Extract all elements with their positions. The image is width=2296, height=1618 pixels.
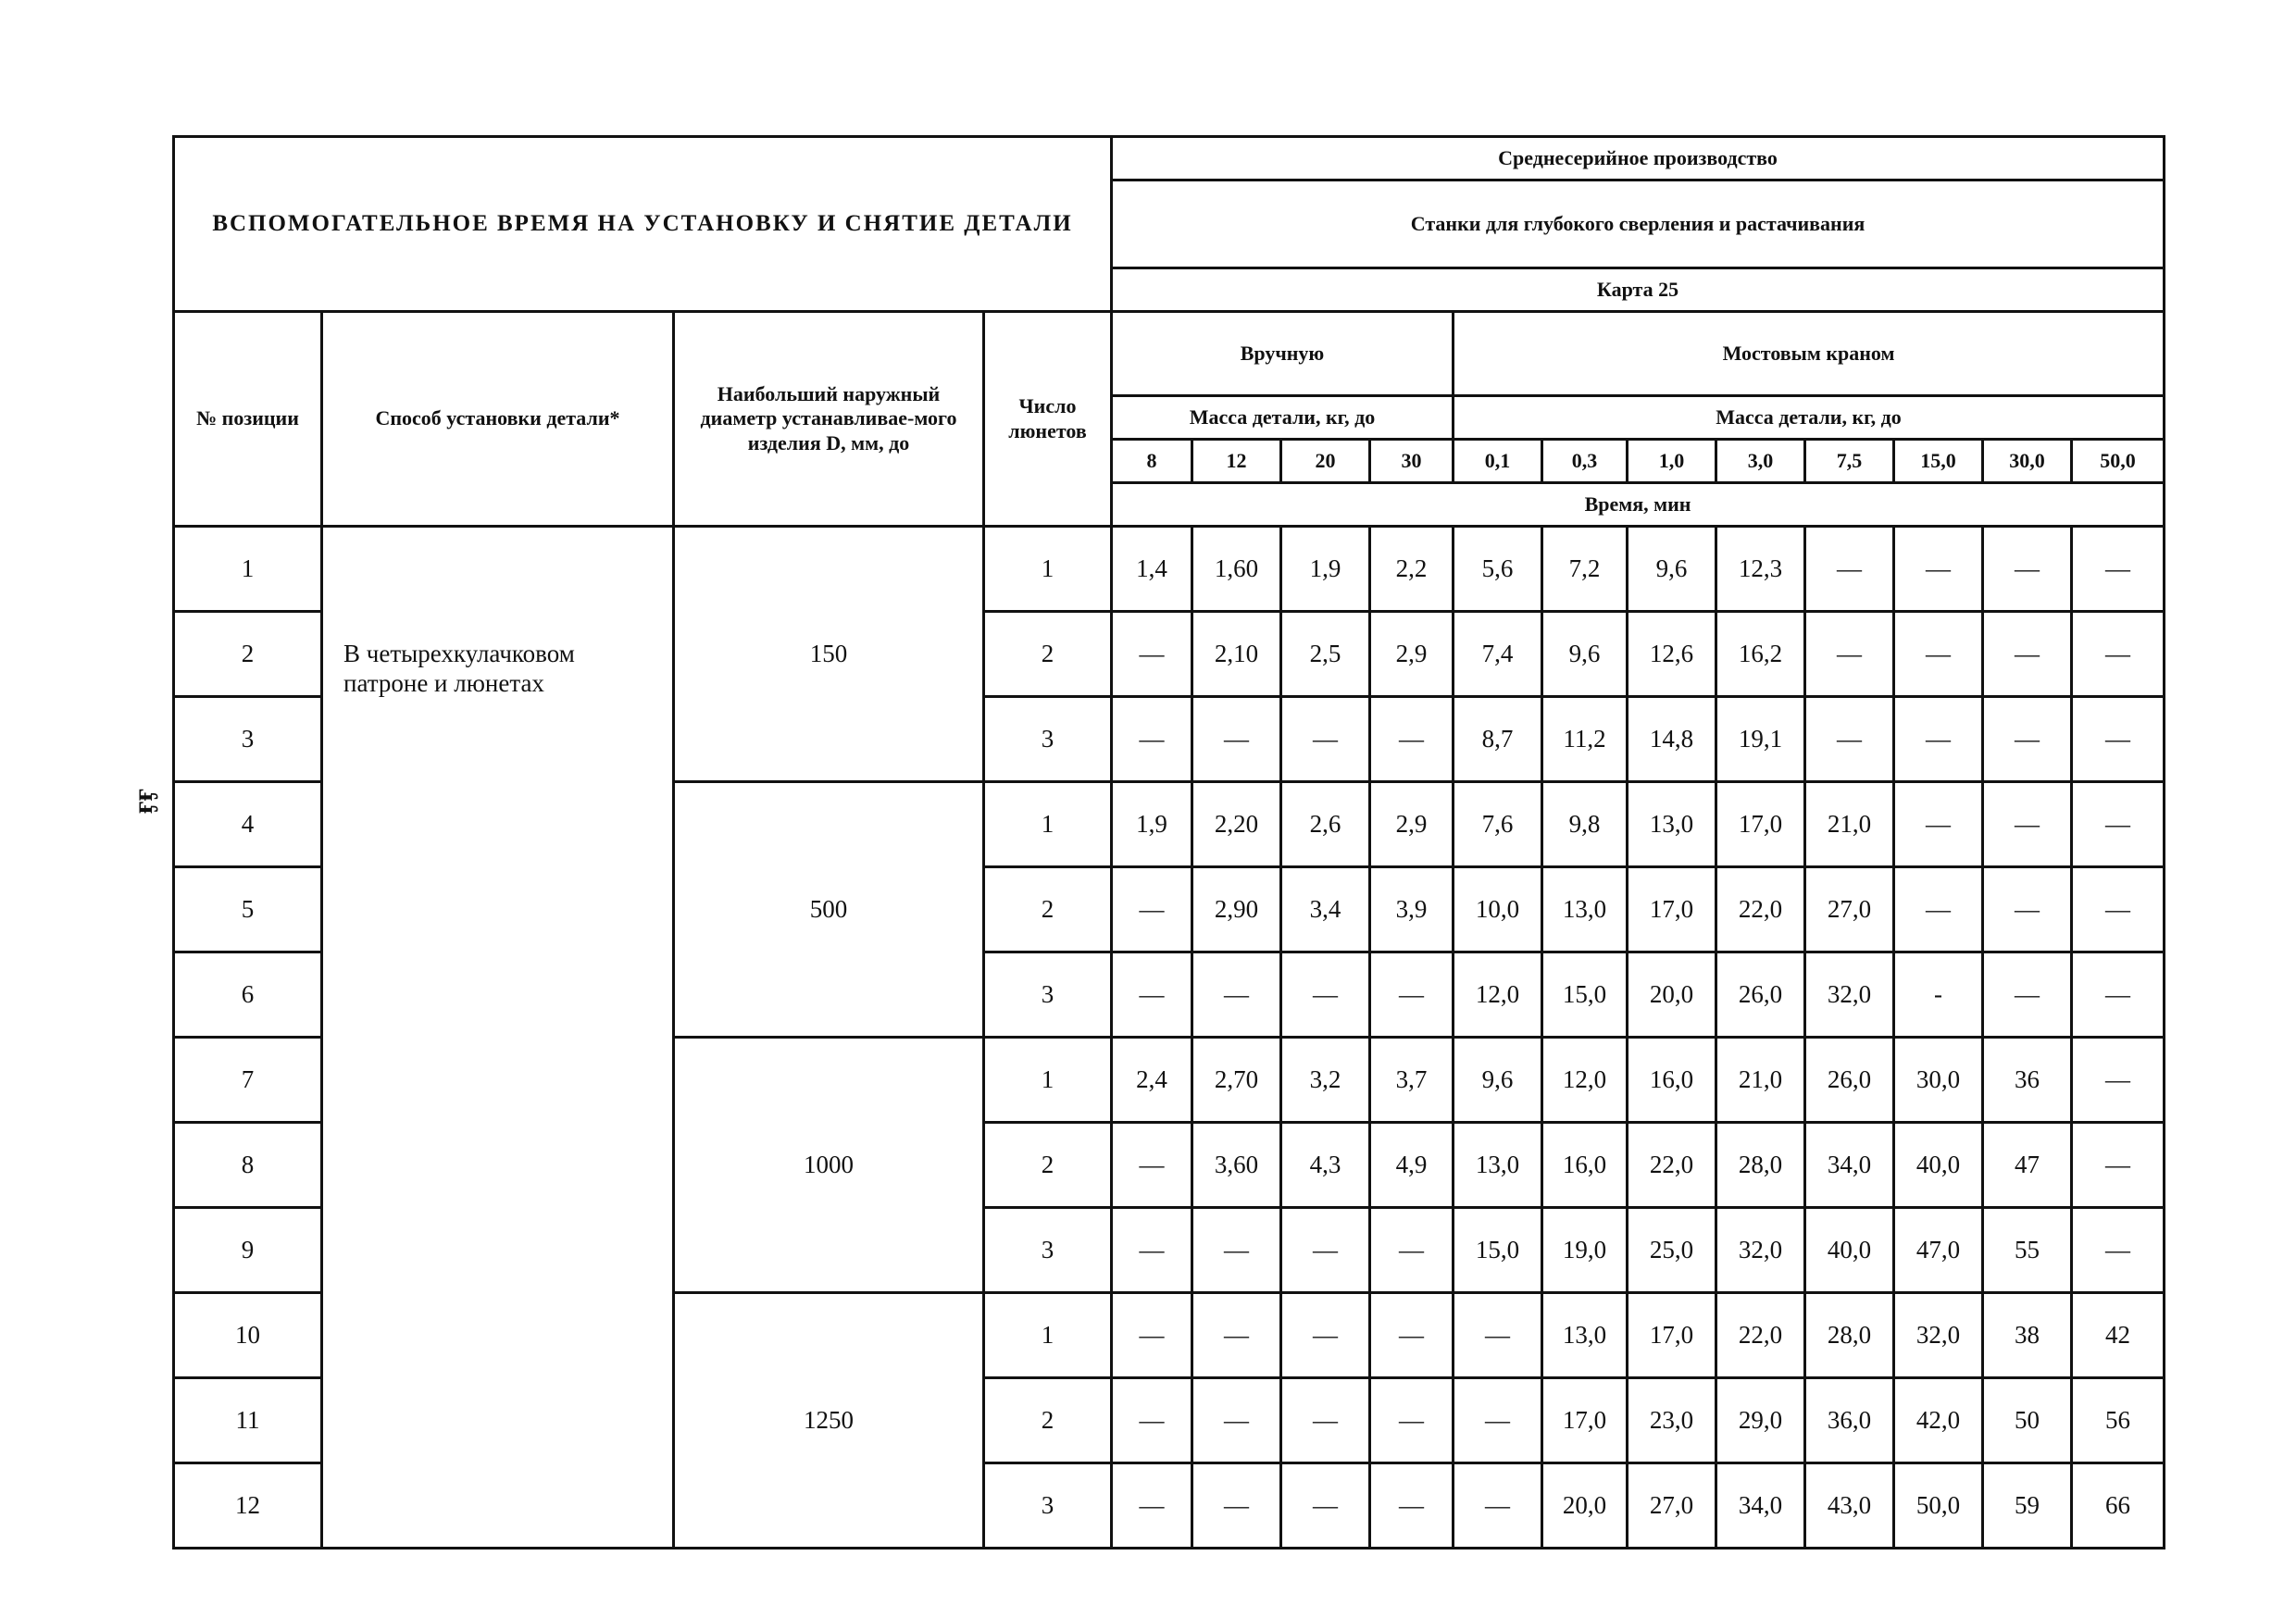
- manual-time-cell: —: [1281, 1293, 1370, 1378]
- position-cell: 11: [174, 1378, 322, 1463]
- manual-time-cell: 3,60: [1192, 1123, 1281, 1208]
- crane-time-cell: 50,0: [1894, 1463, 1983, 1549]
- crane-time-cell: —: [1894, 612, 1983, 697]
- crane-time-cell: 36: [1983, 1038, 2072, 1123]
- crane-time-cell: —: [2072, 867, 2165, 952]
- manual-time-cell: 1,60: [1192, 527, 1281, 612]
- crane-time-cell: —: [1983, 782, 2072, 867]
- manual-time-cell: —: [1192, 1293, 1281, 1378]
- header-crane: Мостовым краном: [1454, 312, 2165, 396]
- crane-time-cell: 7,4: [1454, 612, 1542, 697]
- lunettes-cell: 1: [984, 1293, 1112, 1378]
- crane-time-cell: 17,0: [1542, 1378, 1628, 1463]
- manual-time-cell: 2,9: [1370, 612, 1454, 697]
- manual-time-cell: —: [1281, 697, 1370, 782]
- manual-time-cell: 2,6: [1281, 782, 1370, 867]
- crane-time-cell: —: [1894, 867, 1983, 952]
- manual-time-cell: —: [1370, 697, 1454, 782]
- crane-time-cell: 15,0: [1454, 1208, 1542, 1293]
- lunettes-cell: 1: [984, 782, 1112, 867]
- diameter-cell: 1250: [674, 1293, 984, 1549]
- manual-time-cell: 3,4: [1281, 867, 1370, 952]
- lunettes-cell: 2: [984, 612, 1112, 697]
- mass-crane-value: 15,0: [1894, 440, 1983, 483]
- position-cell: 6: [174, 952, 322, 1038]
- header-position: № позиции: [174, 312, 322, 527]
- manual-time-cell: —: [1281, 1378, 1370, 1463]
- manual-time-cell: —: [1112, 1208, 1192, 1293]
- manual-time-cell: —: [1192, 697, 1281, 782]
- crane-time-cell: 11,2: [1542, 697, 1628, 782]
- crane-time-cell: 26,0: [1716, 952, 1805, 1038]
- crane-time-cell: 14,8: [1628, 697, 1716, 782]
- crane-time-cell: 27,0: [1805, 867, 1894, 952]
- lunettes-cell: 1: [984, 1038, 1112, 1123]
- crane-time-cell: —: [1894, 697, 1983, 782]
- crane-time-cell: 27,0: [1628, 1463, 1716, 1549]
- crane-time-cell: —: [1805, 612, 1894, 697]
- manual-time-cell: 3,7: [1370, 1038, 1454, 1123]
- mass-crane-value: 3,0: [1716, 440, 1805, 483]
- mass-manual-value: 30: [1370, 440, 1454, 483]
- crane-time-cell: 42,0: [1894, 1378, 1983, 1463]
- mass-crane-value: 50,0: [2072, 440, 2165, 483]
- manual-time-cell: 1,9: [1281, 527, 1370, 612]
- lunettes-cell: 2: [984, 867, 1112, 952]
- mass-crane-value: 30,0: [1983, 440, 2072, 483]
- crane-time-cell: 21,0: [1716, 1038, 1805, 1123]
- position-cell: 1: [174, 527, 322, 612]
- crane-time-cell: 32,0: [1716, 1208, 1805, 1293]
- lunettes-cell: 2: [984, 1378, 1112, 1463]
- manual-time-cell: 2,90: [1192, 867, 1281, 952]
- crane-time-cell: 12,6: [1628, 612, 1716, 697]
- crane-time-cell: 16,0: [1542, 1123, 1628, 1208]
- manual-time-cell: —: [1192, 1378, 1281, 1463]
- crane-time-cell: 50: [1983, 1378, 2072, 1463]
- manual-time-cell: —: [1112, 1293, 1192, 1378]
- mass-manual-value: 20: [1281, 440, 1370, 483]
- crane-time-cell: 43,0: [1805, 1463, 1894, 1549]
- crane-time-cell: 9,6: [1628, 527, 1716, 612]
- header-mass-manual: Масса детали, кг, до: [1112, 396, 1454, 440]
- crane-time-cell: 47,0: [1894, 1208, 1983, 1293]
- manual-time-cell: —: [1370, 1463, 1454, 1549]
- header-time: Время, мин: [1112, 483, 2165, 527]
- manual-time-cell: 2,70: [1192, 1038, 1281, 1123]
- crane-time-cell: 13,0: [1542, 1293, 1628, 1378]
- crane-time-cell: —: [2072, 612, 2165, 697]
- manual-time-cell: 2,20: [1192, 782, 1281, 867]
- position-cell: 12: [174, 1463, 322, 1549]
- manual-time-cell: —: [1281, 952, 1370, 1038]
- page-title: ВСПОМОГАТЕЛЬНОЕ ВРЕМЯ НА УСТАНОВКУ И СНЯТИЕ ДЕТАЛИ: [174, 137, 1112, 312]
- manual-time-cell: —: [1370, 1293, 1454, 1378]
- lunettes-cell: 1: [984, 527, 1112, 612]
- manual-time-cell: 2,5: [1281, 612, 1370, 697]
- crane-time-cell: 40,0: [1805, 1208, 1894, 1293]
- crane-time-cell: —: [1894, 527, 1983, 612]
- lunettes-cell: 3: [984, 1208, 1112, 1293]
- crane-time-cell: 12,0: [1454, 952, 1542, 1038]
- mass-manual-value: 12: [1192, 440, 1281, 483]
- crane-time-cell: 42: [2072, 1293, 2165, 1378]
- lunettes-cell: 2: [984, 1123, 1112, 1208]
- mass-crane-value: 0,1: [1454, 440, 1542, 483]
- crane-time-cell: 8,7: [1454, 697, 1542, 782]
- manual-time-cell: 4,9: [1370, 1123, 1454, 1208]
- crane-time-cell: 13,0: [1628, 782, 1716, 867]
- manual-time-cell: —: [1370, 1208, 1454, 1293]
- mass-crane-value: 1,0: [1628, 440, 1716, 483]
- crane-time-cell: 17,0: [1716, 782, 1805, 867]
- crane-time-cell: 13,0: [1542, 867, 1628, 952]
- crane-time-cell: 5,6: [1454, 527, 1542, 612]
- crane-time-cell: 40,0: [1894, 1123, 1983, 1208]
- manual-time-cell: —: [1112, 867, 1192, 952]
- crane-time-cell: —: [1454, 1293, 1542, 1378]
- manual-time-cell: —: [1112, 1463, 1192, 1549]
- crane-time-cell: 22,0: [1716, 1293, 1805, 1378]
- production-type: Среднесерийное производство: [1112, 137, 2165, 180]
- manual-time-cell: 2,4: [1112, 1038, 1192, 1123]
- crane-time-cell: 13,0: [1454, 1123, 1542, 1208]
- table-body: [174, 527, 2165, 1549]
- crane-time-cell: —: [2072, 527, 2165, 612]
- mass-manual-value: 8: [1112, 440, 1192, 483]
- crane-time-cell: 29,0: [1716, 1378, 1805, 1463]
- manual-time-cell: 4,3: [1281, 1123, 1370, 1208]
- header-manual: Вручную: [1112, 312, 1454, 396]
- crane-time-cell: —: [1983, 952, 2072, 1038]
- crane-time-cell: —: [1805, 697, 1894, 782]
- time-norms-table: [172, 135, 2165, 1550]
- lunettes-cell: 3: [984, 697, 1112, 782]
- manual-time-cell: 2,9: [1370, 782, 1454, 867]
- crane-time-cell: —: [2072, 1208, 2165, 1293]
- position-cell: 2: [174, 612, 322, 697]
- crane-time-cell: 26,0: [1805, 1038, 1894, 1123]
- position-cell: 7: [174, 1038, 322, 1123]
- crane-time-cell: —: [2072, 782, 2165, 867]
- crane-time-cell: —: [1983, 527, 2072, 612]
- position-cell: 3: [174, 697, 322, 782]
- crane-time-cell: -: [1894, 952, 1983, 1038]
- crane-time-cell: 47: [1983, 1123, 2072, 1208]
- crane-time-cell: 19,0: [1542, 1208, 1628, 1293]
- crane-time-cell: 55: [1983, 1208, 2072, 1293]
- crane-time-cell: 12,0: [1542, 1038, 1628, 1123]
- crane-time-cell: 66: [2072, 1463, 2165, 1549]
- manual-time-cell: —: [1281, 1208, 1370, 1293]
- crane-time-cell: —: [1983, 697, 2072, 782]
- crane-time-cell: 22,0: [1716, 867, 1805, 952]
- crane-time-cell: —: [2072, 1123, 2165, 1208]
- crane-time-cell: 34,0: [1716, 1463, 1805, 1549]
- manual-time-cell: 1,4: [1112, 527, 1192, 612]
- mass-crane-value: 7,5: [1805, 440, 1894, 483]
- mass-crane-value: 0,3: [1542, 440, 1628, 483]
- manual-time-cell: —: [1112, 952, 1192, 1038]
- manual-time-cell: —: [1112, 697, 1192, 782]
- crane-time-cell: 25,0: [1628, 1208, 1716, 1293]
- crane-time-cell: 28,0: [1716, 1123, 1805, 1208]
- manual-time-cell: —: [1192, 952, 1281, 1038]
- manual-time-cell: —: [1370, 952, 1454, 1038]
- crane-time-cell: 36,0: [1805, 1378, 1894, 1463]
- card-number: Карта 25: [1112, 268, 2165, 312]
- crane-time-cell: 32,0: [1894, 1293, 1983, 1378]
- crane-time-cell: 56: [2072, 1378, 2165, 1463]
- crane-time-cell: 28,0: [1805, 1293, 1894, 1378]
- crane-time-cell: —: [1454, 1463, 1542, 1549]
- manual-time-cell: —: [1112, 612, 1192, 697]
- crane-time-cell: 9,8: [1542, 782, 1628, 867]
- table-row: [174, 527, 2165, 612]
- manual-time-cell: —: [1112, 1123, 1192, 1208]
- machine-type: Станки для глубокого сверления и растачивания: [1112, 180, 2165, 268]
- lunettes-cell: 3: [984, 1463, 1112, 1549]
- crane-time-cell: 12,3: [1716, 527, 1805, 612]
- crane-time-cell: 23,0: [1628, 1378, 1716, 1463]
- manual-time-cell: 2,10: [1192, 612, 1281, 697]
- side-margin-mark: ӻӻ: [128, 789, 158, 815]
- crane-time-cell: —: [1983, 867, 2072, 952]
- crane-time-cell: 17,0: [1628, 1293, 1716, 1378]
- crane-time-cell: 9,6: [1542, 612, 1628, 697]
- crane-time-cell: 7,2: [1542, 527, 1628, 612]
- diameter-cell: 150: [674, 527, 984, 782]
- lunettes-cell: 3: [984, 952, 1112, 1038]
- manual-time-cell: 3,2: [1281, 1038, 1370, 1123]
- manual-time-cell: —: [1370, 1378, 1454, 1463]
- manual-time-cell: 3,9: [1370, 867, 1454, 952]
- crane-time-cell: —: [1454, 1378, 1542, 1463]
- crane-time-cell: —: [2072, 1038, 2165, 1123]
- crane-time-cell: 19,1: [1716, 697, 1805, 782]
- crane-time-cell: 21,0: [1805, 782, 1894, 867]
- crane-time-cell: 30,0: [1894, 1038, 1983, 1123]
- diameter-cell: 1000: [674, 1038, 984, 1293]
- crane-time-cell: 16,2: [1716, 612, 1805, 697]
- header-diameter: Наибольший наружный диаметр устанавливае-мого изделия D, мм, до: [674, 312, 984, 527]
- method-cell: В четырехкулачковом патроне и люнетах: [322, 527, 674, 1549]
- crane-time-cell: 15,0: [1542, 952, 1628, 1038]
- manual-time-cell: —: [1192, 1463, 1281, 1549]
- position-cell: 8: [174, 1123, 322, 1208]
- position-cell: 4: [174, 782, 322, 867]
- crane-time-cell: 17,0: [1628, 867, 1716, 952]
- crane-time-cell: 34,0: [1805, 1123, 1894, 1208]
- manual-time-cell: —: [1192, 1208, 1281, 1293]
- position-cell: 9: [174, 1208, 322, 1293]
- position-cell: 10: [174, 1293, 322, 1378]
- crane-time-cell: 38: [1983, 1293, 2072, 1378]
- manual-time-cell: —: [1112, 1378, 1192, 1463]
- crane-time-cell: —: [2072, 952, 2165, 1038]
- manual-time-cell: —: [1281, 1463, 1370, 1549]
- crane-time-cell: 10,0: [1454, 867, 1542, 952]
- crane-time-cell: —: [1805, 527, 1894, 612]
- crane-time-cell: 16,0: [1628, 1038, 1716, 1123]
- crane-time-cell: —: [2072, 697, 2165, 782]
- position-cell: 5: [174, 867, 322, 952]
- crane-time-cell: 9,6: [1454, 1038, 1542, 1123]
- crane-time-cell: 20,0: [1542, 1463, 1628, 1549]
- crane-time-cell: —: [1894, 782, 1983, 867]
- crane-time-cell: 20,0: [1628, 952, 1716, 1038]
- crane-time-cell: —: [1983, 612, 2072, 697]
- diameter-cell: 500: [674, 782, 984, 1038]
- crane-time-cell: 22,0: [1628, 1123, 1716, 1208]
- table-header: [174, 137, 2165, 527]
- header-method: Способ установки детали*: [322, 312, 674, 527]
- manual-time-cell: 1,9: [1112, 782, 1192, 867]
- crane-time-cell: 59: [1983, 1463, 2072, 1549]
- manual-time-cell: 2,2: [1370, 527, 1454, 612]
- header-lunettes: Число люнетов: [984, 312, 1112, 527]
- header-mass-crane: Масса детали, кг, до: [1454, 396, 2165, 440]
- crane-time-cell: 7,6: [1454, 782, 1542, 867]
- crane-time-cell: 32,0: [1805, 952, 1894, 1038]
